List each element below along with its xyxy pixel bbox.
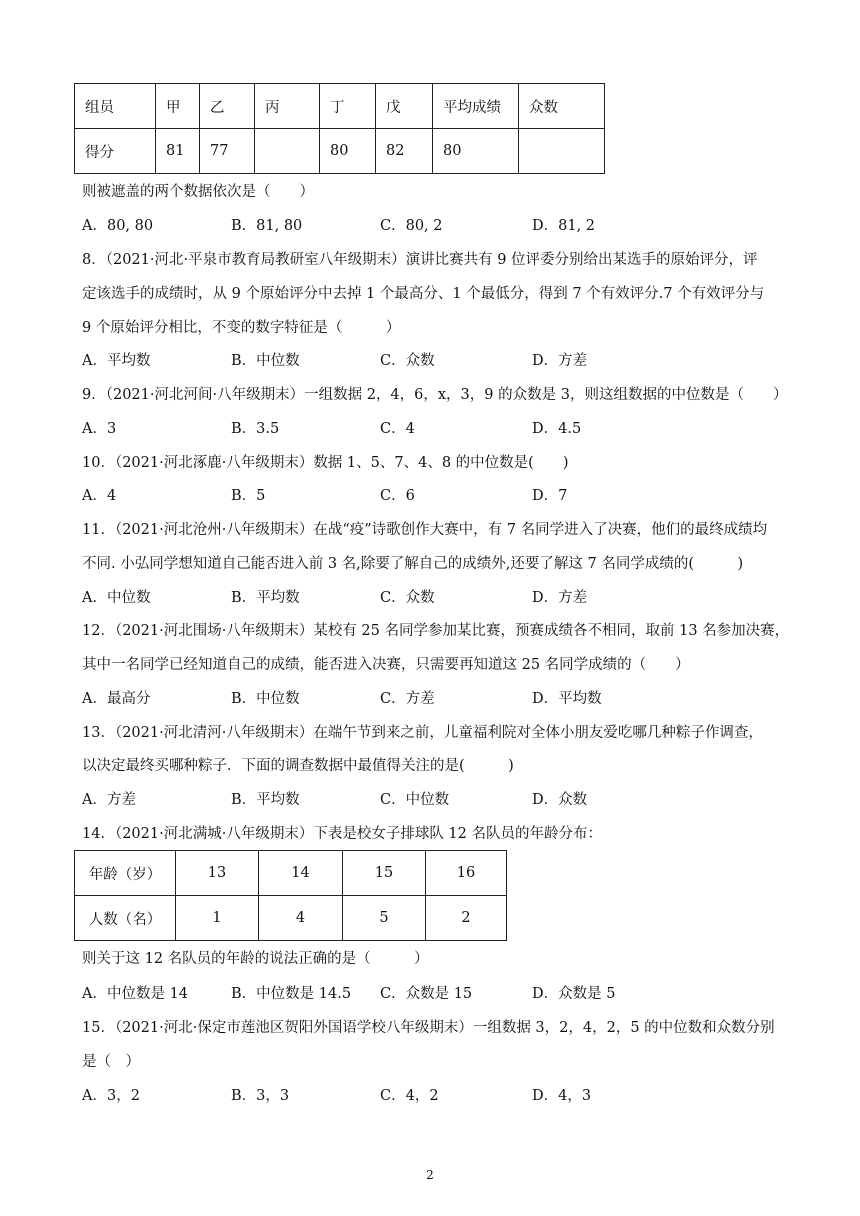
option-c: C．4，2 — [380, 1088, 439, 1104]
question-12-line-1: 12．（2021·河北围场·八年级期末）某校有 25 名同学参加某比赛，预赛成绩各不相同，取前 13 名参加决赛， — [82, 623, 790, 639]
question-12-line-2: 其中一名同学已经知道自己的成绩，能否进入决赛，只需要再知道这 25 名同学成绩的（ ） — [82, 657, 690, 673]
option-d: D．4.5 — [532, 421, 582, 437]
table-cell: 77 — [200, 129, 255, 174]
option-a: A．80, 80 — [82, 218, 154, 234]
table-cell: 13 — [176, 851, 259, 896]
table-cell: 82 — [376, 129, 433, 174]
question-11-line-1: 11．（2021·河北沧州·八年级期末）在战“疫”诗歌创作大赛中，有 7 名同学进入了决赛，他们的最终成绩均 — [82, 522, 768, 538]
option-d: D．平均数 — [532, 691, 602, 707]
option-c: C．众数 — [380, 590, 435, 606]
table-row — [75, 129, 605, 174]
age-table — [74, 850, 507, 941]
question-13-line-1: 13．（2021·河北清河·八年级期末）在端午节到来之前，儿童福利院对全体小朋友爱吃哪几种粽子作调查， — [82, 725, 763, 741]
question-10-options — [82, 486, 782, 506]
option-b: B．3.5 — [231, 421, 280, 437]
table-cell: 80 — [320, 129, 376, 174]
option-a: A．平均数 — [82, 353, 151, 369]
question-14-stem: 则关于这 12 名队员的年龄的说法正确的是（ ） — [82, 951, 429, 967]
table-row — [75, 896, 507, 941]
option-d: D．81, 2 — [532, 218, 596, 234]
table-cell: 得分 — [75, 129, 156, 174]
table-cell: 组员 — [75, 84, 156, 129]
option-c: C．众数 — [380, 353, 435, 369]
table-cell: 乙 — [200, 84, 255, 129]
table-cell: 4 — [259, 896, 343, 941]
option-c: C．众数是 15 — [380, 986, 473, 1002]
option-a: A．3 — [82, 421, 117, 437]
option-d: D．7 — [532, 488, 568, 504]
table-cell: 5 — [343, 896, 426, 941]
question-8-options — [82, 351, 782, 371]
question-12-options — [82, 689, 782, 709]
option-c: C．4 — [380, 421, 415, 437]
question-11-line-2: 不同. 小弘同学想知道自己能否进入前 3 名,除要了解自己的成绩外,还要了解这 7 名同学成绩的( ) — [82, 556, 744, 572]
table-cell: 戊 — [376, 84, 433, 129]
option-b: B．81, 80 — [231, 218, 303, 234]
option-b: B．平均数 — [231, 792, 300, 808]
option-d: D．方差 — [532, 353, 588, 369]
question-7-stem: 则被遮盖的两个数据依次是（ ） — [82, 184, 314, 200]
question-15-line-1: 15．（2021·河北·保定市莲池区贺阳外国语学校八年级期末）一组数据 3，2，4，2，5 的中位数和众数分别 — [82, 1020, 775, 1036]
question-13-options — [82, 790, 782, 810]
question-9-options — [82, 419, 782, 439]
option-b: B．平均数 — [231, 590, 300, 606]
table-row — [75, 851, 507, 896]
table-cell: 年龄（岁） — [75, 851, 176, 896]
option-d: D．方差 — [532, 590, 588, 606]
option-b: B．中位数 — [231, 691, 300, 707]
option-c: C．中位数 — [380, 792, 450, 808]
question-14-line-1: 14．（2021·河北满城·八年级期末）下表是校女子排球队 12 名队员的年龄分布： — [82, 826, 602, 842]
table-cell: 平均成绩 — [433, 84, 519, 129]
table-cell: 14 — [259, 851, 343, 896]
table-cell: 81 — [156, 129, 200, 174]
page-number: 2 — [426, 1168, 434, 1182]
table-cell — [519, 129, 605, 174]
score-table — [74, 83, 605, 174]
question-7-options — [82, 216, 782, 236]
option-b: B．中位数是 14.5 — [231, 986, 352, 1002]
table-cell: 丁 — [320, 84, 376, 129]
question-8-line-2: 定该选手的成绩时，从 9 个原始评分中去掉 1 个最高分、1 个最低分，得到 7 个有效评分.7 个有效评分与 — [82, 286, 765, 302]
table-cell: 丙 — [255, 84, 320, 129]
question-15-options — [82, 1086, 782, 1106]
option-b: B．中位数 — [231, 353, 300, 369]
question-9-line-1: 9．（2021·河北河间·八年级期末）一组数据 2，4，6，x，3，9 的众数是 3，则这组数据的中位数是（ ） — [82, 387, 788, 403]
option-d: D．众数 — [532, 792, 588, 808]
table-cell: 80 — [433, 129, 519, 174]
option-a: A．方差 — [82, 792, 136, 808]
table-cell: 甲 — [156, 84, 200, 129]
question-14-options — [82, 984, 782, 1004]
option-a: A．中位数是 14 — [82, 986, 189, 1002]
option-b: B．5 — [231, 488, 266, 504]
option-a: A．4 — [82, 488, 117, 504]
question-8-line-3: 9 个原始评分相比，不变的数字特征是（ ） — [82, 320, 401, 336]
option-a: A．中位数 — [82, 590, 151, 606]
option-d: D．4，3 — [532, 1088, 592, 1104]
option-a: A．最高分 — [82, 691, 151, 707]
option-c: C．80, 2 — [380, 218, 443, 234]
table-cell: 16 — [426, 851, 507, 896]
question-11-options — [82, 588, 782, 608]
table-row — [75, 84, 605, 129]
question-8-line-1: 8．（2021·河北·平泉市教育局教研室八年级期末）演讲比赛共有 9 位评委分别给出某选手的原始评分，评 — [82, 252, 758, 268]
table-cell: 15 — [343, 851, 426, 896]
table-cell: 1 — [176, 896, 259, 941]
table-cell: 众数 — [519, 84, 605, 129]
option-c: C．方差 — [380, 691, 435, 707]
question-15-line-2: 是（ ） — [82, 1054, 140, 1070]
option-c: C．6 — [380, 488, 415, 504]
table-cell: 2 — [426, 896, 507, 941]
option-b: B．3，3 — [231, 1088, 290, 1104]
question-10-line-1: 10．（2021·河北涿鹿·八年级期末）数据 1、5、7、4、8 的中位数是( ) — [82, 455, 569, 471]
option-a: A．3，2 — [82, 1088, 140, 1104]
option-d: D．众数是 5 — [532, 986, 616, 1002]
table-cell — [255, 129, 320, 174]
question-13-line-2: 以决定最终买哪种粽子．下面的调查数据中最值得关注的是( ) — [82, 758, 514, 774]
table-cell: 人数（名） — [75, 896, 176, 941]
